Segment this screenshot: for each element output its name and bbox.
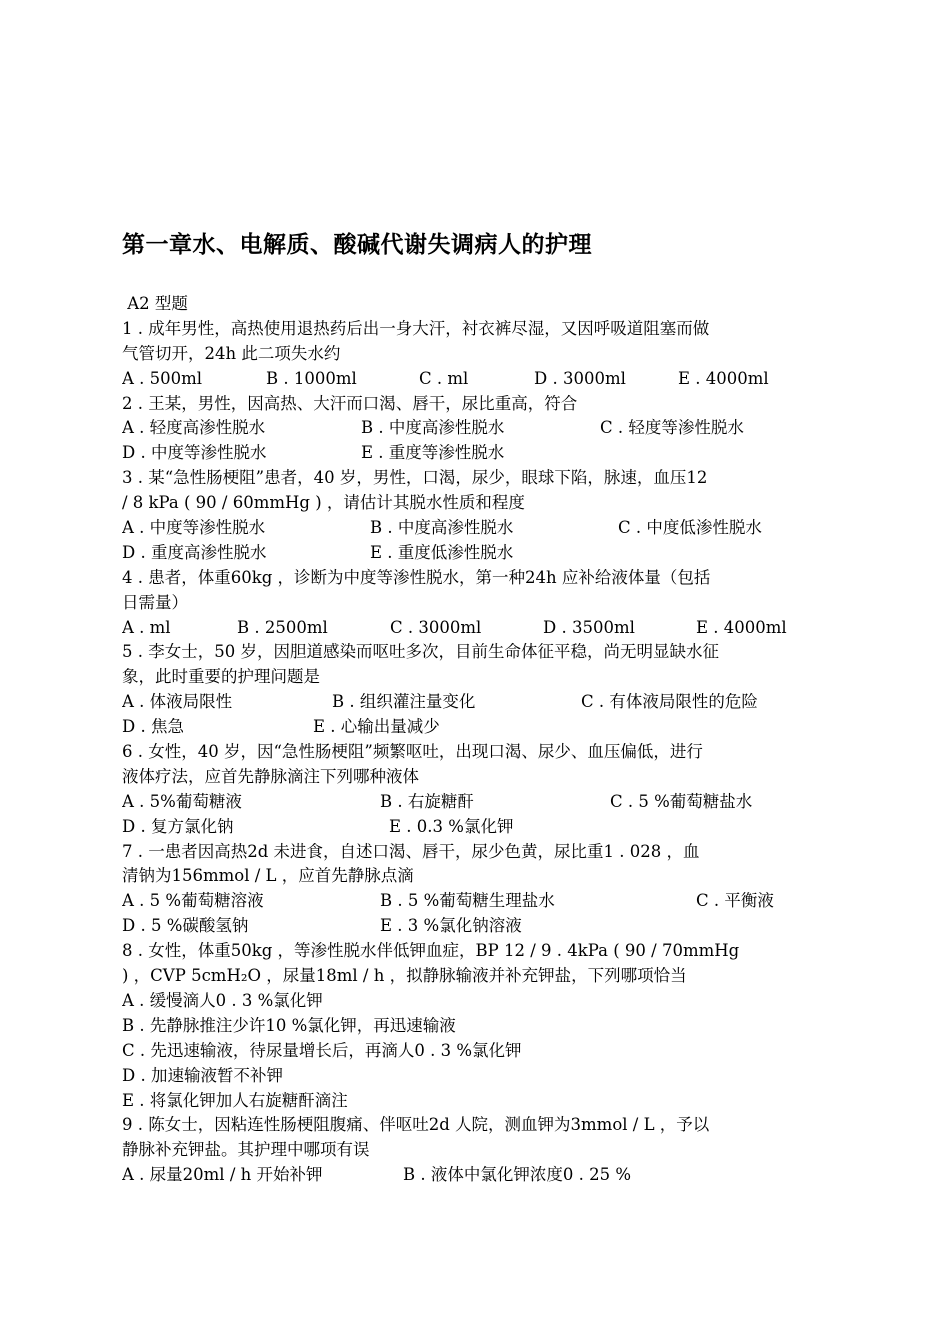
answer-option: E . 3 %氯化钠溶液 xyxy=(380,916,522,936)
option-row xyxy=(122,790,842,815)
question-text: 清钠为156mmol / L ，应首先静脉点滴 xyxy=(122,866,414,886)
question-text: D . 加速输液暂不补钾 xyxy=(122,1065,283,1085)
answer-option: D . 3000ml xyxy=(534,368,626,388)
answer-option: A . 500ml xyxy=(122,368,203,388)
option-row xyxy=(122,367,842,392)
question-text: 2 . 王某，男性，因高热、大汗而口渴、唇干，尿比重高，符合 xyxy=(122,393,578,413)
answer-option: E . 重度等渗性脱水 xyxy=(361,443,505,463)
answer-option: C . 平衡液 xyxy=(696,891,774,911)
answer-option: A . 5%葡萄糖液 xyxy=(122,791,242,811)
answer-option: E . 0.3 %氯化钾 xyxy=(389,816,514,836)
answer-option: D . 中度等渗性脱水 xyxy=(122,443,267,463)
option-row xyxy=(122,1163,842,1188)
question-text: C . 先迅速输液，待尿量增长后，再滴人0 . 3 %氯化钾 xyxy=(122,1040,522,1060)
question-text: 5 . 李女士，50 岁，因胆道感染而呕吐多次，目前生命体征平稳，尚无明显缺水征 xyxy=(122,642,719,662)
question-text: B . 先静脉推注少许10 %氯化钾，再迅速输液 xyxy=(122,1015,456,1035)
option-row xyxy=(122,914,842,939)
answer-option: E . 4000ml xyxy=(696,617,787,637)
question-text: E . 将氯化钾加人右旋糖酐滴注 xyxy=(122,1090,348,1110)
question-list xyxy=(122,292,842,1188)
question-text: 4 . 患者，体重60kg ，诊断为中度等渗性脱水，第一种24h 应补给液体量（包括 xyxy=(122,567,711,587)
answer-option: D . 3500ml xyxy=(543,617,635,637)
question-text: 静脉补充钾盐。其护理中哪项有误 xyxy=(122,1140,370,1160)
answer-option: A . 轻度高渗性脱水 xyxy=(122,418,266,438)
answer-option: B . 组织灌注量变化 xyxy=(332,692,476,712)
answer-option: D . 5 %碳酸氢钠 xyxy=(122,916,249,936)
option-row xyxy=(122,441,842,466)
question-text: 日需量） xyxy=(122,592,188,612)
answer-option: E . 心输出量减少 xyxy=(313,717,440,737)
answer-option: B . 2500ml xyxy=(237,617,328,637)
option-row xyxy=(122,416,842,441)
answer-option: B . 液体中氯化钾浓度0 . 25 % xyxy=(403,1165,632,1185)
answer-option: C . 5 %葡萄糖盐水 xyxy=(610,791,753,811)
answer-option: A . 中度等渗性脱水 xyxy=(122,518,266,538)
option-row xyxy=(122,889,842,914)
answer-option: C . 有体液局限性的危险 xyxy=(581,692,758,712)
answer-option: E . 重度低渗性脱水 xyxy=(370,542,514,562)
answer-option: A . ml xyxy=(122,617,171,637)
answer-option: B . 1000ml xyxy=(266,368,357,388)
question-text: 液体疗法，应首先静脉滴注下列哪种液体 xyxy=(122,766,419,786)
option-row xyxy=(122,541,842,566)
question-text: 8 . 女性，体重50kg ，等渗性脱水伴低钾血症，BP 12 / 9 . 4kPa ( 90 / 70mmHg xyxy=(122,941,740,961)
question-text: / 8 kPa ( 90 / 60mmHg ) ，请估计其脱水性质和程度 xyxy=(122,493,525,513)
answer-option: C . ml xyxy=(419,368,469,388)
answer-option: B . 5 %葡萄糖生理盐水 xyxy=(380,891,555,911)
option-row xyxy=(122,616,842,641)
question-text: 9 . 陈女士，因粘连性肠梗阻腹痛、伴呕吐2d 人院，测血钾为3mmol / L ，予以 xyxy=(122,1115,710,1135)
answer-option: B . 右旋糖酐 xyxy=(380,791,474,811)
answer-option: C . 3000ml xyxy=(390,617,482,637)
question-text: 3 . 某“急性肠梗阻”患者，40 岁，男性，口渴，尿少，眼球下陷，脉速，血压12 xyxy=(122,468,708,488)
answer-option: A . 体液局限性 xyxy=(122,692,233,712)
question-text: A . 缓慢滴人0 . 3 %氯化钾 xyxy=(122,990,323,1010)
answer-option: C . 轻度等渗性脱水 xyxy=(600,418,744,438)
answer-option: D . 复方氯化钠 xyxy=(122,816,234,836)
answer-option: A . 5 %葡萄糖溶液 xyxy=(122,891,264,911)
question-text: 气管切开，24h 此二项失水约 xyxy=(122,343,341,363)
answer-option: B . 中度高渗性脱水 xyxy=(370,518,514,538)
question-text: 1 . 成年男性，高热使用退热药后出一身大汗，衬衣裤尽湿，又因呼吸道阻塞而做 xyxy=(122,318,710,338)
option-row xyxy=(122,516,842,541)
option-row xyxy=(122,715,842,740)
chapter-title: 第一章水、电解质、酸碱代谢失调病人的护理 xyxy=(122,231,592,258)
question-text: 7 . 一患者因高热2d 未进食，自述口渴、唇干，尿少色黄，尿比重1 . 028 ，血 xyxy=(122,841,700,861)
option-row xyxy=(122,815,842,840)
question-text: 6 . 女性，40 岁，因“急性肠梗阻”频繁呕吐，出现口渴、尿少、血压偏低，进行 xyxy=(122,742,703,762)
option-row xyxy=(122,690,842,715)
answer-option: D . 重度高渗性脱水 xyxy=(122,542,267,562)
question-text: ) ，CVP 5cmH₂O ，尿量18ml / h ，拟静脉输液并补充钾盐，下列哪项恰当 xyxy=(122,966,687,986)
section-heading: A2 型题 xyxy=(122,294,188,313)
answer-option: C . 中度低渗性脱水 xyxy=(618,518,762,538)
answer-option: B . 中度高渗性脱水 xyxy=(361,418,505,438)
answer-option: D . 焦急 xyxy=(122,717,184,737)
question-text: 象，此时重要的护理问题是 xyxy=(122,667,320,687)
answer-option: E . 4000ml xyxy=(678,368,769,388)
answer-option: A . 尿量20ml / h 开始补钾 xyxy=(122,1165,323,1185)
